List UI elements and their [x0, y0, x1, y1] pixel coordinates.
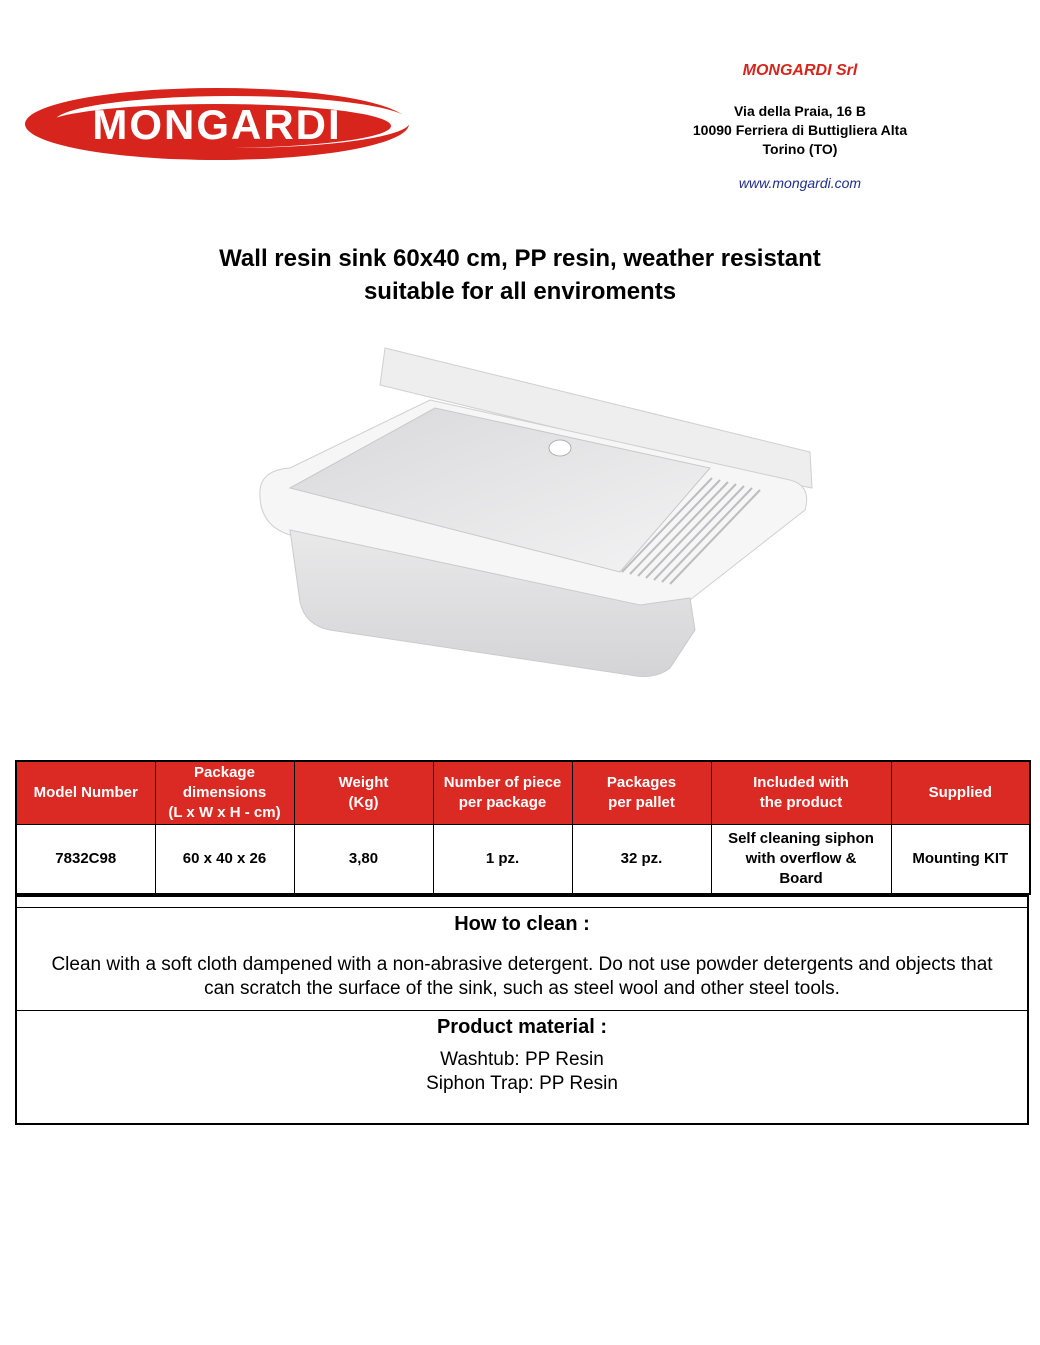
cell-package-dimensions: 60 x 40 x 26	[155, 825, 294, 895]
page-title	[0, 242, 1040, 308]
address-line-1: Via della Praia, 16 B	[733, 103, 867, 119]
address-line-2: 10090 Ferriera di Buttigliera Alta	[692, 122, 908, 138]
clean-line-1: Clean with a soft cloth dampened with a non-abrasive detergent. Do not use powder detergents and objects that	[51, 954, 993, 975]
sink-product-image	[250, 340, 820, 690]
mongardi-logo	[20, 86, 415, 166]
website-link[interactable]: www.mongardi.com	[738, 175, 862, 191]
table-header-row	[16, 761, 1030, 825]
header-included: Included with the product	[711, 761, 891, 825]
cell-packages-per-pallet: 32 pz.	[572, 825, 711, 895]
cell-weight: 3,80	[294, 825, 433, 895]
spec-table	[15, 760, 1031, 895]
how-to-clean-title: How to clean :	[454, 913, 590, 935]
title-line-1: Wall resin sink 60x40 cm, PP resin, weather resistant	[219, 245, 821, 272]
cell-model-number: 7832C98	[16, 825, 155, 895]
company-info	[640, 62, 960, 191]
header-package-dimensions: Package dimensions (L x W x H - cm)	[155, 761, 294, 825]
cell-included: Self cleaning siphon with overflow & Board	[711, 825, 891, 895]
title-line-2: suitable for all enviroments	[363, 278, 677, 305]
header-supplied: Supplied	[891, 761, 1030, 825]
product-material-text	[17, 1048, 1027, 1096]
header-model-number: Model Number	[16, 761, 155, 825]
divider	[17, 907, 1027, 908]
divider	[17, 1010, 1027, 1011]
table-row	[16, 825, 1030, 895]
info-section	[15, 895, 1029, 1125]
material-line-1: Washtub: PP Resin	[440, 1049, 604, 1070]
header-pieces-per-package: Number of piece per package	[433, 761, 572, 825]
how-to-clean-text	[17, 953, 1027, 1001]
header-weight: Weight (Kg)	[294, 761, 433, 825]
header-packages-per-pallet: Packages per pallet	[572, 761, 711, 825]
logo-text: MONGARDI	[92, 101, 342, 148]
address-line-3: Torino (TO)	[762, 141, 838, 157]
company-name: MONGARDI Srl	[742, 62, 858, 79]
product-material-title: Product material :	[436, 1016, 608, 1038]
cell-supplied: Mounting KIT	[891, 825, 1030, 895]
material-line-2: Siphon Trap: PP Resin	[426, 1073, 618, 1094]
clean-line-2: can scratch the surface of the sink, such as steel wool and other steel tools.	[204, 978, 840, 999]
cell-pieces-per-package: 1 pz.	[433, 825, 572, 895]
